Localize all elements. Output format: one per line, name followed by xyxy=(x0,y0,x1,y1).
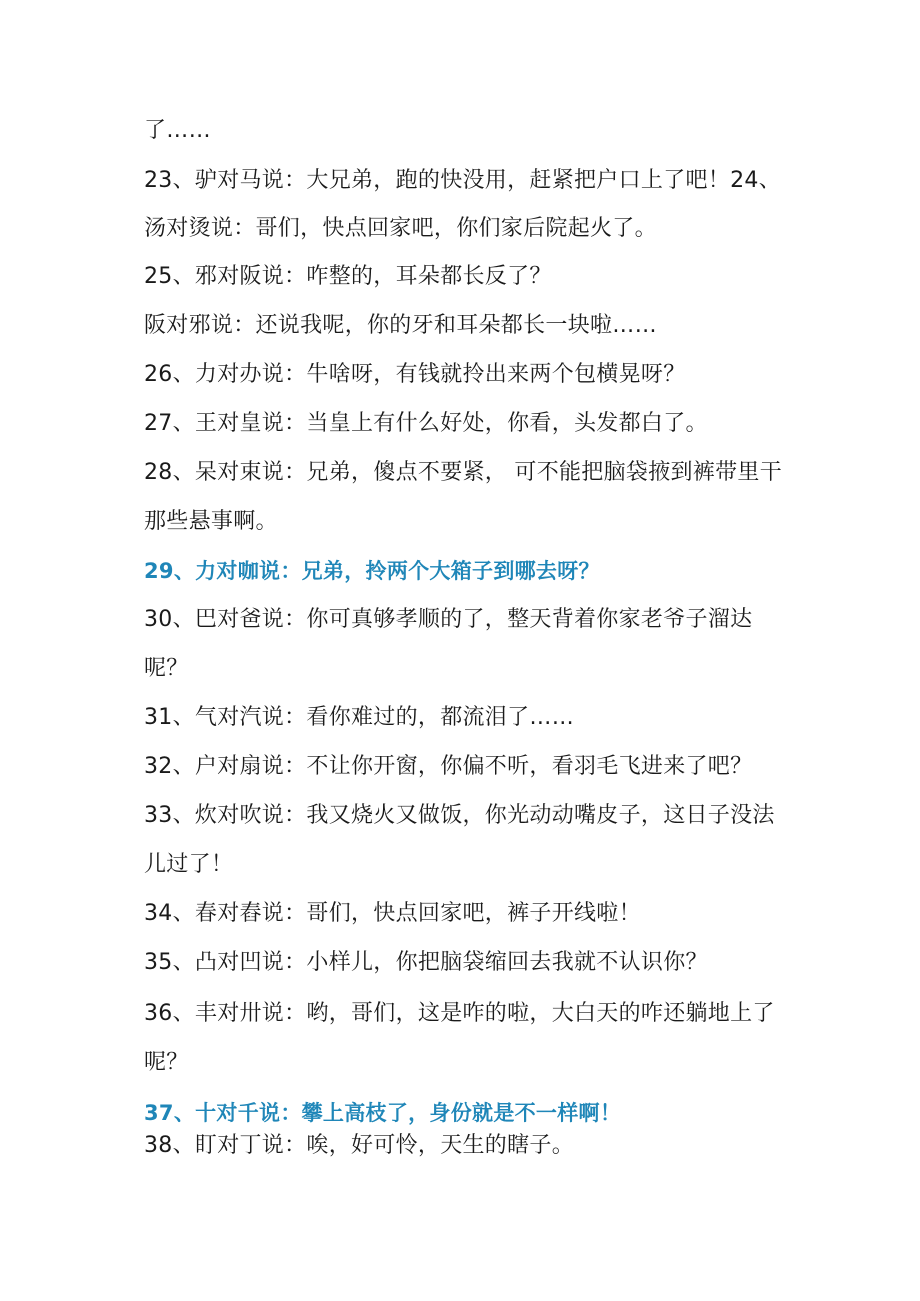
text-line-21-highlight: 37、十对千说：攀上高枝了，身份就是不一样啊！ xyxy=(144,1101,622,1125)
text-line-12: 呢？ xyxy=(144,656,189,681)
text-line-10-highlight: 29、力对咖说：兄弟，拎两个大箱子到哪去呀？ xyxy=(144,559,600,583)
text-line-4: 25、邪对阪说：咋整的，耳朵都长反了？ xyxy=(144,264,552,289)
text-line-8: 28、呆对束说：兄弟，傻点不要紧， 可不能把脑袋掖到裤带里干 xyxy=(144,460,782,485)
text-line-11: 30、巴对爸说：你可真够孝顺的了，整天背着你家老爷子溜达 xyxy=(144,607,753,632)
text-line-3: 汤对烫说：哥们，快点回家吧，你们家后院起火了。 xyxy=(144,216,657,241)
text-line-17: 34、春对舂说：哥们，快点回家吧，裤子开线啦！ xyxy=(144,901,641,926)
text-line-16: 儿过了！ xyxy=(144,852,234,877)
text-line-22: 38、盯对丁说：唉，好可怜，天生的瞎子。 xyxy=(144,1133,574,1158)
text-line-18: 35、凸对凹说：小样儿，你把脑袋缩回去我就不认识你？ xyxy=(144,950,708,975)
text-line-15: 33、炊对吹说：我又烧火又做饭，你光动动嘴皮子，这日子没法 xyxy=(144,803,775,828)
text-line-7: 27、王对皇说：当皇上有什么好处，你看，头发都白了。 xyxy=(144,411,708,436)
text-line-13: 31、气对汽说：看你难过的，都流泪了…… xyxy=(144,705,574,730)
text-line-5: 阪对邪说：还说我呢，你的牙和耳朵都长一块啦…… xyxy=(144,313,657,338)
text-line-2: 23、驴对马说：大兄弟，跑的快没用，赶紧把户口上了吧！24、 xyxy=(144,168,781,193)
text-line-19: 36、丰对卅说：哟，哥们，这是咋的啦，大白天的咋还躺地上了 xyxy=(144,1001,775,1026)
text-line-6: 26、力对办说：牛啥呀，有钱就拎出来两个包横晃呀？ xyxy=(144,362,686,387)
text-line-1: 了…… xyxy=(144,118,211,143)
text-line-20: 呢？ xyxy=(144,1050,189,1075)
text-line-14: 32、户对扇说：不让你开窗，你偏不听，看羽毛飞进来了吧？ xyxy=(144,754,753,779)
text-line-9: 那些悬事啊。 xyxy=(144,509,278,534)
